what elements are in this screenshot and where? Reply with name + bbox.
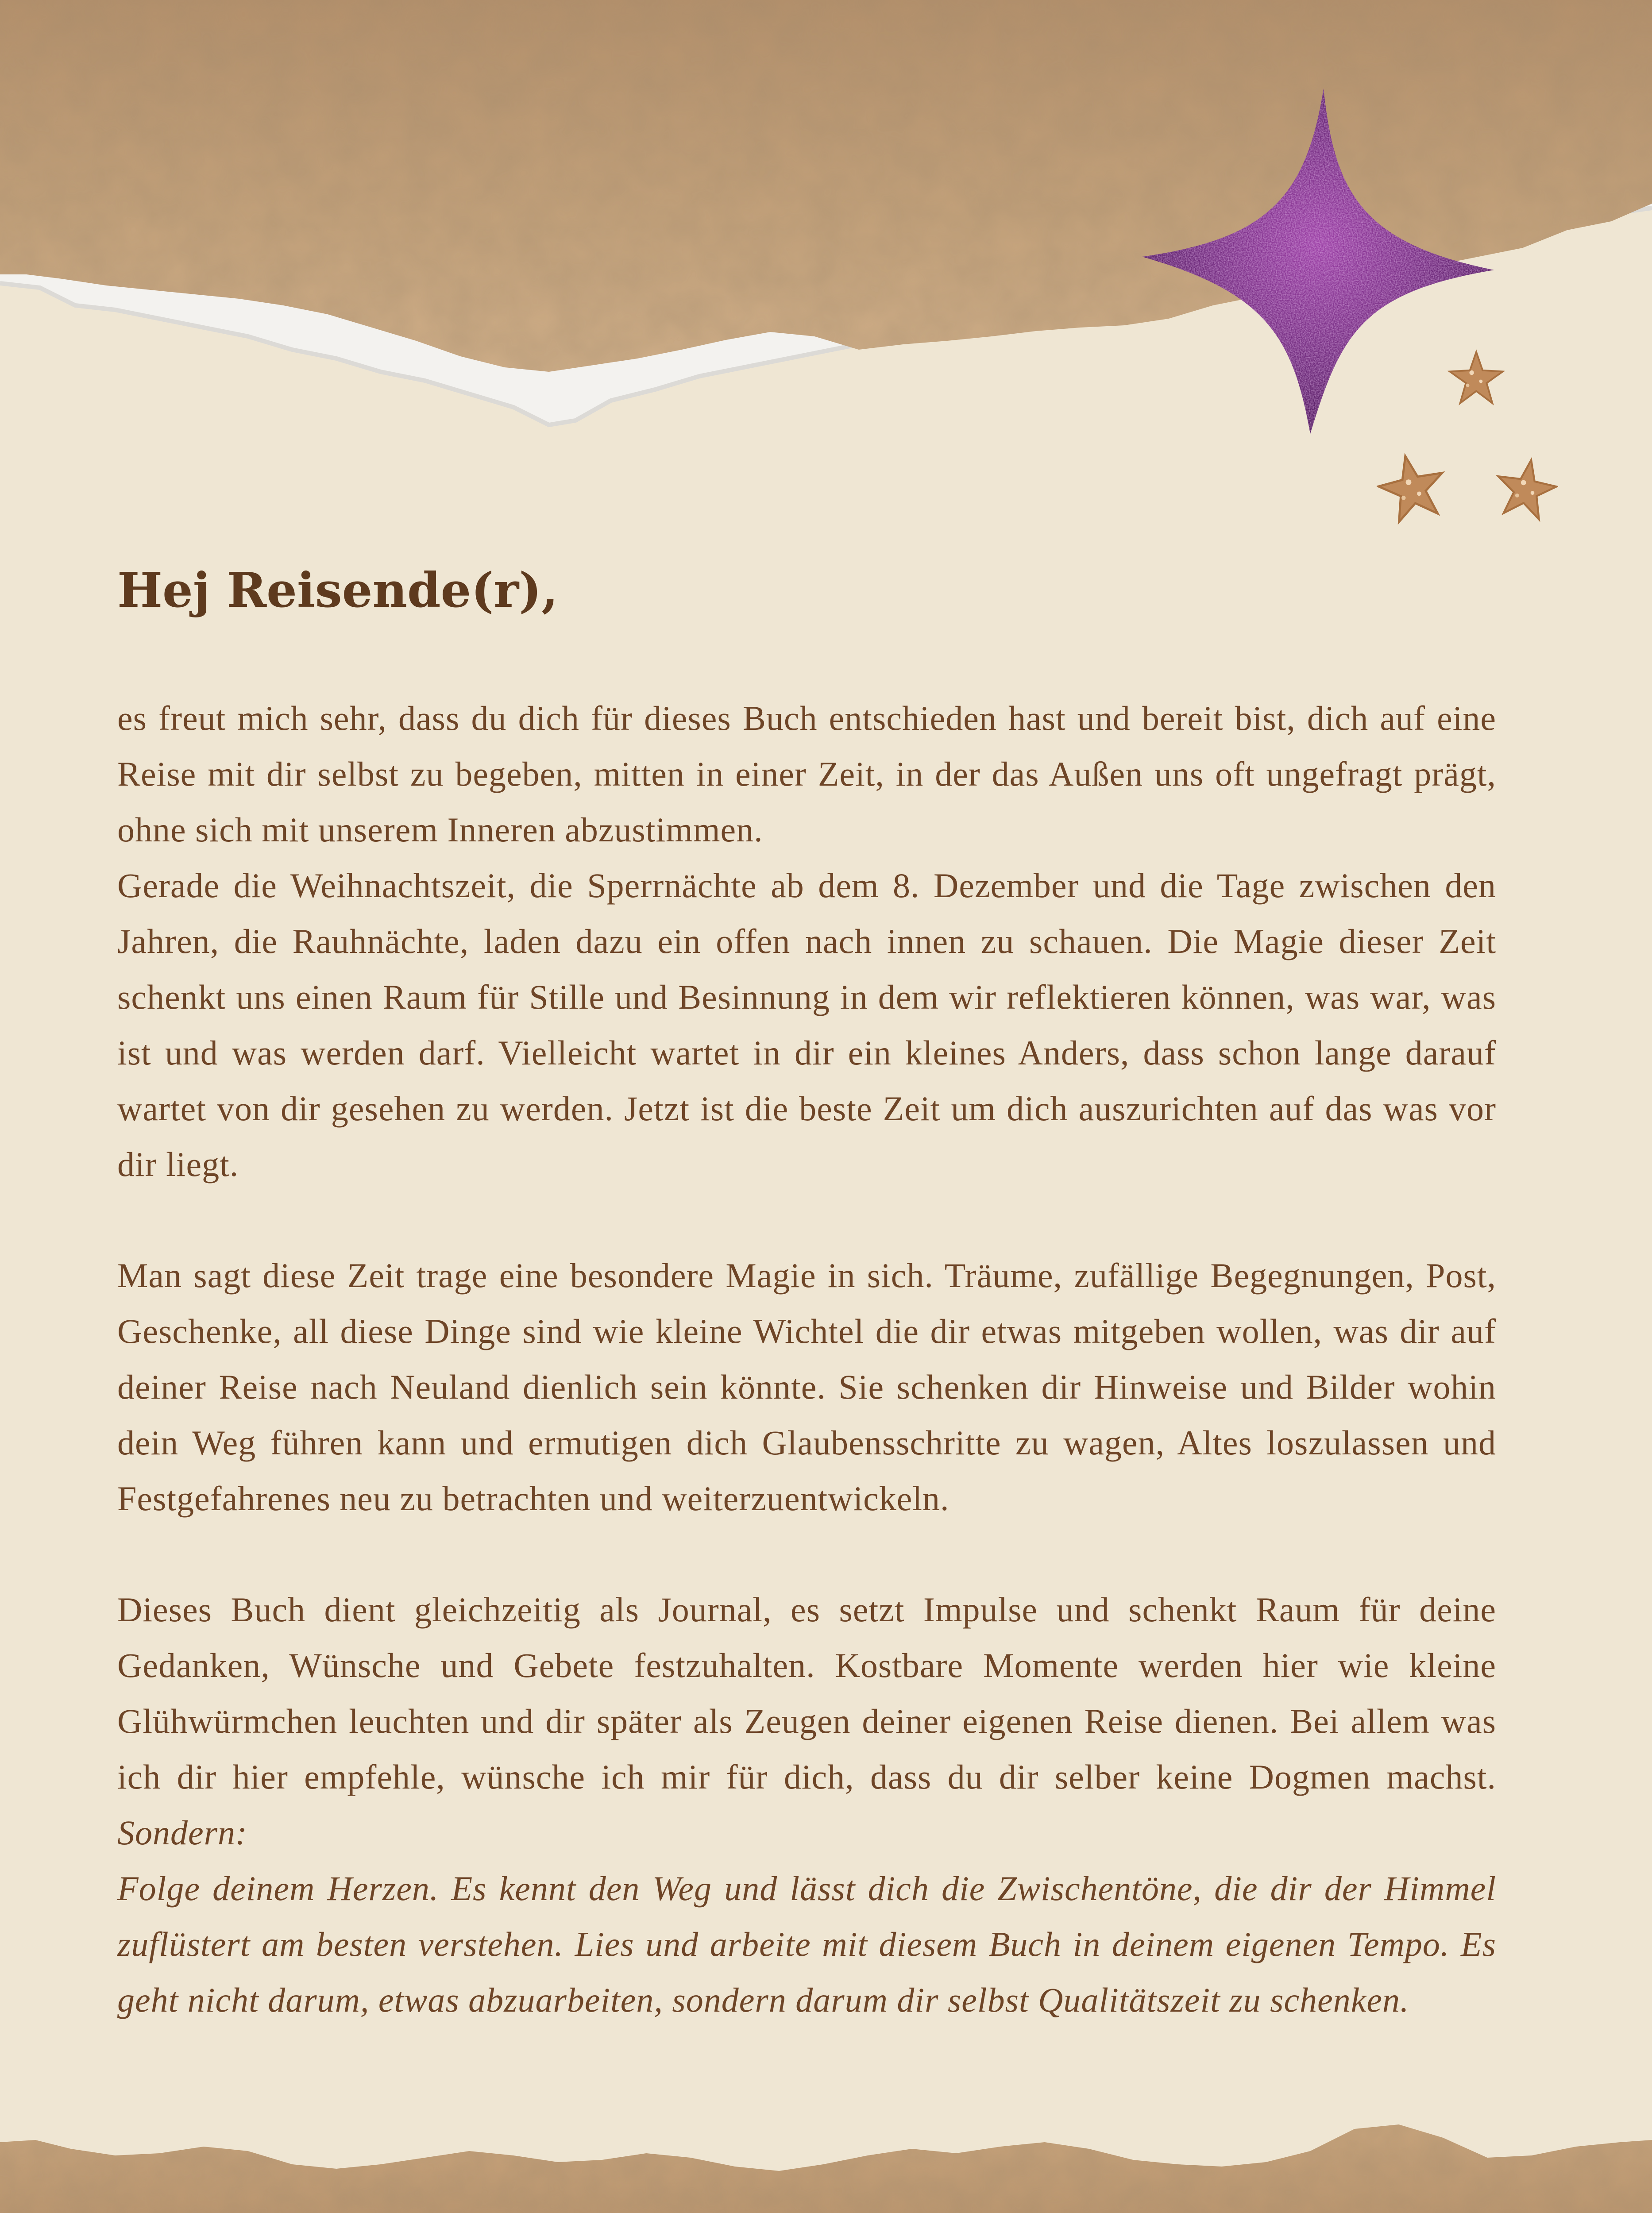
paragraph-intro-part2: Gerade die Weihnachtszeit, die Sperrnächte ab dem 8. Dezember und die Tage zwischen den Jahren, die Rauhnächte, laden dazu ein offen nach innen zu schauen. Die Magie dieser Zeit schenkt uns einen Raum für Stille und Besinnung in dem wir reflektieren können, was war, was ist und was werden darf. Vielleicht wartet in dir ein kleines Anders, dass schon lange darauf wartet von dir gesehen zu werden. Jetzt ist die beste Zeit um dich auszurichten auf das was vor dir liegt. — [117, 866, 1496, 1184]
paragraph-journal-text: Dieses Buch dient gleichzeitig als Journal, es setzt Impulse und schenkt Raum für deine Gedanken, Wünsche und Gebete festzuhalten. Kostbare Momente werden hier wie kleine Glühwürmchen leuchten und dir später als Zeugen deiner eigenen Reise dienen. Bei allem was ich dir hier empfehle, wünsche ich mir für dich, dass du dir selber keine Dogmen machst. — [117, 1590, 1496, 1796]
four-point-star-icon — [1133, 84, 1496, 438]
torn-paper-bottom — [0, 2116, 1652, 2213]
paragraph-journal-emphasis: Sondern: — [117, 1813, 247, 1852]
star-icon — [1447, 347, 1505, 409]
paragraph-magic: Man sagt diese Zeit trage eine besondere Magie in sich. Träume, zufällige Begegnungen, Post, Geschenke, all diese Dinge sind wie kleine Wichtel die dir etwas mitgeben wollen, was dir auf deiner Reise nach Neuland dienlich sein könnte. Sie schenken dir Hinweise und Bilder wohin dein Weg führen kann und ermutigen dich Glaubensschritte zu wagen, Altes loszulassen und Festgefahrenes neu zu betrachten und weiterzuentwickeln. — [117, 1256, 1496, 1518]
paragraph-intro-part1: es freut mich sehr, dass du dich für dieses Buch entschieden hast und bereit bist, dich auf eine Reise mit dir selbst zu begeben, mitten in einer Zeit, in der das Außen uns oft ungefragt prägt, ohne sich mit unserem Inneren abzustimmen. — [117, 698, 1496, 849]
paragraph-journal-italic: Folge deinem Herzen. Es kennt den Weg und lässt dich die Zwischentöne, die dir der Himmel zuflüstert am besten verstehen. Lies und arbeite mit diesem Buch in deinem eigenen Tempo. Es geht nicht darum, etwas abzuarbeiten, sondern darum dir selbst Qualitätszeit zu schenken. — [117, 1869, 1496, 2019]
greeting-heading: Hej Reisende(r), — [117, 563, 558, 618]
star-icon — [1377, 451, 1447, 524]
paragraph-intro — [117, 690, 1496, 1192]
star-icon — [1494, 456, 1558, 522]
letter — [117, 562, 1496, 2083]
paragraph-journal — [117, 1582, 1496, 2028]
